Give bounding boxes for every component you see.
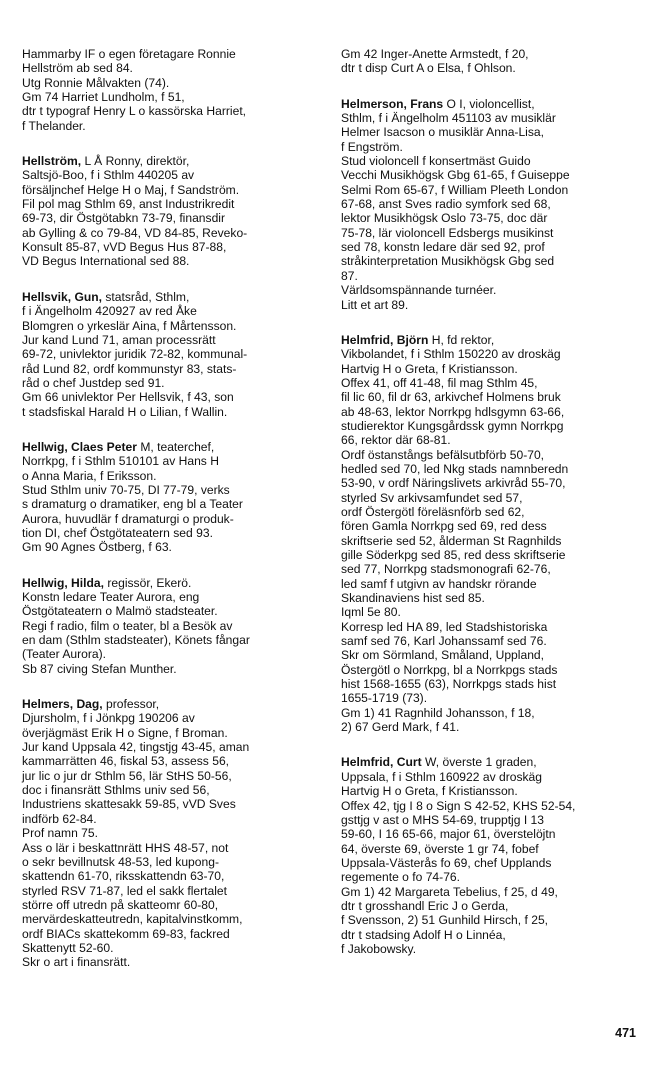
entry-line: Djursholm, f i Jönkpg 190206 av	[22, 711, 195, 726]
entry-line: doc i finansrätt Sthlms univ sed 56,	[22, 783, 210, 798]
entry-line: VD Begus International sed 88.	[22, 254, 190, 269]
entry-name: Hellström,	[22, 154, 82, 169]
entry-line: sed 78, konstn ledare där sed 92, prof	[341, 240, 545, 255]
entry-line: Regi f radio, film o teater, bl a Besök av	[22, 618, 233, 633]
entry-line: ordf BIACs skattekomm 69-83, fackred	[22, 926, 230, 941]
entry-line: Gm 90 Agnes Östberg, f 63.	[22, 540, 172, 555]
entry-line: Stud violoncell f konsertmäst Guido	[341, 154, 531, 169]
entry-line: styrled Sv arkivsamfundet sed 57,	[341, 490, 523, 505]
entry-line: Offex 42, tjg I 8 o Sign S 42-52, KHS 52-54,	[341, 798, 576, 813]
entry-line: Litt et art 89.	[341, 297, 409, 312]
biography-entry	[22, 576, 320, 676]
entry-line: Sthlm, f i Ängelholm 451103 av musiklär	[341, 111, 556, 126]
right-column	[341, 47, 641, 977]
entry-line: Iqml 5e 80.	[341, 605, 401, 620]
entry-line: gille Söderkpg sed 85, red dess skriftserie	[341, 548, 566, 562]
entry-line: 69-72, univlektor juridik 72-82, kommunal-	[22, 347, 248, 362]
left-column	[22, 47, 320, 991]
entry-title: professor,	[102, 697, 160, 712]
entry-line: f Engström.	[341, 139, 403, 154]
entry-title: L Å Ronny, direktör,	[81, 154, 190, 169]
entry-line: 1655-1719 (73).	[341, 691, 428, 706]
entry-line: Gm 42 Inger-Anette Armstedt, f 20,	[341, 47, 529, 61]
entry-line: styrled RSV 71-87, led el sakk flertalet	[22, 883, 228, 898]
entry-line: hedled sed 70, led Nkg stads namnberedn	[341, 461, 569, 476]
entry-line: (Teater Aurora).	[22, 647, 107, 662]
entry-heading-line	[341, 755, 641, 769]
biography-entry	[341, 755, 641, 956]
entry-line: ab 48-63, lektor Norrkpg hdlsgymn 63-66,	[341, 404, 565, 419]
entry-line: ab Gylling & co 79-84, VD 84-85, Reveko-	[22, 225, 248, 240]
entry-line: Östgötateatern o Malmö stadsteater.	[22, 604, 218, 619]
entry-line: Skattenytt 52-60.	[22, 940, 114, 955]
entry-line: Aurora, huvudlär f dramaturgi o produk-	[22, 511, 234, 526]
entry-line: regemente o fo 74-76.	[341, 870, 461, 885]
entry-line: Skandinaviens hist sed 85.	[341, 591, 485, 606]
entry-line: Uppsala, f i Sthlm 160922 av droskäg	[341, 769, 543, 784]
entry-line: indförb 62-84.	[22, 811, 97, 826]
entry-line: Selmi Rom 65-67, f William Pleeth London	[341, 182, 569, 197]
entry-name: Helmfrid, Curt	[341, 755, 422, 770]
entry-title: regissör, Ekerö.	[103, 575, 192, 590]
entry-line: 53-90, v ordf Näringslivets arkivråd 55-70,	[341, 476, 566, 491]
entry-line: mervärdeskatteutredn, kapitalvinstkomm,	[22, 912, 243, 927]
entry-line: fören Gamla Norrkpg sed 69, red dess	[341, 519, 547, 534]
entry-heading-line	[341, 333, 641, 347]
entry-heading-line	[22, 154, 320, 168]
entry-line: Hammarby IF o egen företagare Ronnie	[22, 47, 236, 61]
entry-line: Skr o art i finansrätt.	[22, 955, 131, 970]
biography-entry	[22, 154, 320, 269]
entry-heading-line	[22, 290, 320, 304]
entry-title: W, överste 1 graden,	[421, 755, 537, 770]
entry-line: en dam (Sthlm stadsteater), Könets fångar	[22, 633, 250, 648]
entry-line: Norrkpg, f i Sthlm 510101 av Hans H	[22, 454, 219, 469]
entry-title: O I, violoncellist,	[443, 96, 535, 111]
biography-entry	[22, 290, 320, 419]
entry-line: Korresp led HA 89, led Stadshistoriska	[341, 619, 548, 634]
entry-line: Gm 74 Harriet Lundholm, f 51,	[22, 90, 185, 105]
entry-line: stråkinterpretation Musikhögsk Gbg sed	[341, 254, 555, 269]
entry-line: Östergötl o Norrkpg, bl a Norrkpgs stads	[341, 662, 558, 677]
entry-line: Stud Sthlm univ 70-75, DI 77-79, verks	[22, 482, 230, 497]
entry-line: större off utredn på skatteomr 60-80,	[22, 897, 219, 912]
entry-line: Saltsjö-Boo, f i Sthlm 440205 av	[22, 168, 195, 183]
entry-line: f Thelander.	[22, 118, 86, 133]
entry-line: försäljnchef Helge H o Maj, f Sandström.	[22, 182, 240, 197]
entry-line: f Svensson, 2) 51 Gunhild Hirsch, f 25,	[341, 913, 549, 928]
entry-line: skriftserie sed 52, ålderman St Ragnhilds	[341, 533, 562, 548]
entry-line: Vikbolandet, f i Sthlm 150220 av droskäg	[341, 347, 561, 362]
entry-title: H, fd rektor,	[428, 332, 495, 347]
biography-entry	[341, 333, 641, 735]
entry-line: Konsult 85-87, vVD Begus Hus 87-88,	[22, 240, 227, 255]
entry-line: dtr t typograf Henry L o kassörska Harriet,	[22, 104, 247, 119]
biography-entry	[22, 47, 320, 133]
biography-entry	[22, 440, 320, 555]
entry-line: Världsomspännande turnéer.	[341, 283, 497, 298]
entry-line: 69-73, dir Östgötabkn 73-79, finansdir	[22, 211, 226, 226]
biography-entry	[341, 47, 641, 76]
entry-line: led samf f utgivn av handskr rörande	[341, 576, 537, 591]
entry-line: kammarrätten 46, fiskal 53, assess 56,	[22, 754, 230, 769]
entry-line: 66, rektor där 68-81.	[341, 433, 451, 448]
entry-line: ordf Östergötl föreläsnförb sed 62,	[341, 504, 525, 519]
entry-line: 67-68, anst Sves radio symfork sed 68,	[341, 197, 551, 212]
entry-line: Prof namn 75.	[22, 826, 98, 841]
biography-entry	[341, 97, 641, 312]
entry-line: f Jakobowsky.	[341, 941, 417, 956]
entry-line: Sb 87 civing Stefan Munther.	[22, 661, 177, 676]
entry-name: Hellwig, Claes Peter	[22, 439, 137, 454]
entry-line: tion DI, chef Östgötateatern sed 93.	[22, 525, 213, 540]
entry-line: Utg Ronnie Målvakten (74).	[22, 75, 170, 90]
entry-line: gsttjg v ast o MHS 54-69, trupptjg I 13	[341, 812, 545, 827]
entry-line: Ass o lär i beskattnrätt HHS 48-57, not	[22, 840, 229, 855]
entry-line: Hartvig H o Greta, f Kristiansson.	[341, 784, 518, 799]
entry-line: t stadsfiskal Harald H o Lilian, f Wallin.	[22, 404, 228, 419]
entry-line: Gm 1) 41 Ragnhild Johansson, f 18,	[341, 705, 535, 720]
entry-line: Industriens skattesakk 59-85, vVD Sves	[22, 797, 236, 812]
entry-title: M, teaterchef,	[136, 439, 215, 454]
entry-name: Helmerson, Frans	[341, 96, 444, 111]
entry-heading-line	[22, 440, 320, 454]
entry-line: fil lic 60, fil dr 63, arkivchef Holmens bruk	[341, 390, 561, 405]
entry-line: s dramaturg o dramatiker, eng bl a Teater	[22, 497, 243, 512]
entry-line: 2) 67 Gerd Mark, f 41.	[341, 720, 460, 735]
entry-line: dtr t disp Curt A o Elsa, f Ohlson.	[341, 61, 516, 76]
entry-line: studierektor Kungsgårdssk gymn Norrkpg	[341, 418, 564, 433]
entry-line: 64, överste 69, överste 1 gr 74, fobef	[341, 841, 539, 856]
entry-line: Vecchi Musikhögsk Gbg 61-65, f Guiseppe	[341, 168, 570, 183]
entry-line: Gm 1) 42 Margareta Tebelius, f 25, d 49,	[341, 884, 558, 899]
entry-line: Jur kand Lund 71, aman processrätt	[22, 332, 216, 347]
entry-line: Hartvig H o Greta, f Kristiansson.	[341, 361, 518, 376]
entry-line: o sekr bevillnutsk 48-53, led kupong-	[22, 854, 219, 869]
entry-line: Konstn ledare Teater Aurora, eng	[22, 590, 200, 604]
entry-line: Skr om Sörmland, Småland, Uppland,	[341, 648, 545, 663]
biography-entry	[22, 697, 320, 970]
entry-name: Hellsvik, Gun,	[22, 289, 102, 304]
entry-line: Hellström ab sed 84.	[22, 61, 133, 76]
entry-line: dtr t stadsing Adolf H o Linnéa,	[341, 927, 506, 942]
entry-line: o Anna Maria, f Eriksson.	[22, 468, 157, 483]
entry-line: Uppsala-Västerås fo 69, chef Upplands	[341, 855, 552, 870]
entry-line: skattendn 61-70, riksskattendn 63-70,	[22, 869, 225, 884]
entry-line: Jur kand Uppsala 42, tingstjg 43-45, aman	[22, 740, 250, 755]
entry-line: råd Lund 82, ordf kommunstyr 83, stats-	[22, 361, 237, 376]
entry-line: 59-60, I 16 65-66, major 61, överstelöjtn	[341, 827, 556, 842]
entry-name: Helmers, Dag,	[22, 697, 103, 712]
entry-line: hist 1568-1655 (63), Norrkpgs stads hist	[341, 677, 557, 692]
entry-line: Blomgren o yrkeslär Aina, f Mårtensson.	[22, 318, 237, 333]
entry-heading-line	[22, 576, 320, 590]
entry-line: Helmer Isacson o musiklär Anna-Lisa,	[341, 125, 544, 140]
entry-line: lektor Musikhögsk Oslo 73-75, doc där	[341, 211, 548, 226]
entry-line: råd o chef Justdep sed 91.	[22, 375, 165, 390]
page-number: 471	[615, 1026, 636, 1040]
entry-line: sed 77, Norrkpg stadsmonografi 62-76,	[341, 562, 551, 577]
entry-line: Fil pol mag Sthlm 69, anst Industrikredit	[22, 197, 235, 212]
entry-heading-line	[341, 97, 641, 111]
entry-line: överjägmäst Erik H o Signe, f Broman.	[22, 725, 228, 740]
entry-line: jur lic o jur dr Sthlm 56, lär StHS 50-56,	[22, 768, 232, 783]
entry-line: samf sed 76, Karl Johanssamf sed 76.	[341, 634, 547, 649]
entry-line: Ordf östanstångs befälsutbförb 50-70,	[341, 447, 545, 462]
entry-name: Helmfrid, Björn	[341, 332, 429, 347]
entry-line: Offex 41, off 41-48, fil mag Sthlm 45,	[341, 375, 538, 390]
entry-name: Hellwig, Hilda,	[22, 575, 104, 590]
entry-line: 75-78, lär violoncell Edsbergs musikinst	[341, 225, 554, 240]
entry-line: dtr t grosshandl Eric J o Gerda,	[341, 898, 509, 913]
entry-line: Gm 66 univlektor Per Hellsvik, f 43, son	[22, 390, 234, 405]
entry-line: 87.	[341, 268, 358, 283]
entry-line: f i Ängelholm 420927 av red Åke	[22, 304, 197, 319]
entry-title: statsråd, Sthlm,	[101, 289, 190, 304]
entry-heading-line	[22, 697, 320, 711]
